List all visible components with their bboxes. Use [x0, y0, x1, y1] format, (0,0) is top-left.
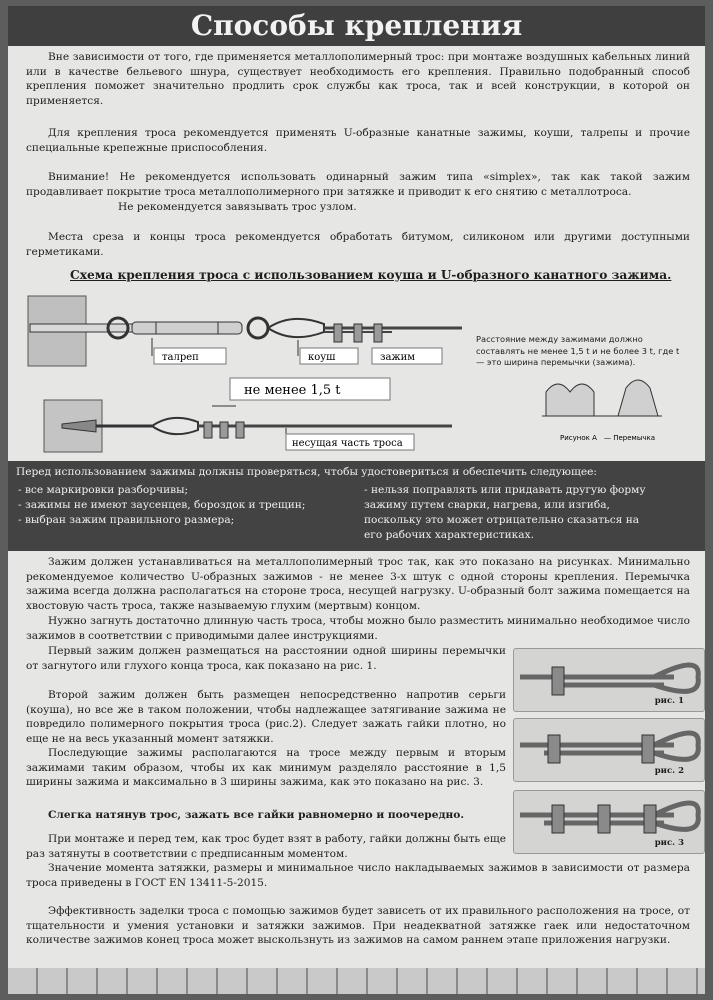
checklist-box	[8, 461, 705, 551]
scheme-title: Схема крепления троса с использованием коуша и U-образного канатного зажима.	[70, 268, 672, 282]
list-item: - нельзя поправлять или придавать другую форму	[364, 484, 646, 496]
checklist-right	[364, 483, 694, 543]
recommend-paragraph: Для крепления троса рекомендуется применять U-образные канатные зажимы, коуши, талрепы и прочие специальные крепежные приспособления.	[26, 127, 690, 154]
figure-a-label: Рисунок А	[560, 434, 597, 442]
figure-2-label: рис. 2	[654, 766, 684, 776]
figure-3	[513, 790, 705, 854]
list-item: его рабочих характеристиках.	[364, 529, 534, 541]
document-sheet	[8, 6, 705, 994]
checklist-heading: Перед использованием зажимы должны проверяться, чтобы удостовериться и обеспечить следующее:	[16, 466, 597, 478]
body-paragraph-6: Слегка натянув трос, зажать все гайки равномерно и поочередно.	[48, 809, 465, 821]
figure-1	[513, 648, 705, 712]
label-zazhim: зажим	[380, 352, 416, 363]
knot-warning: Не рекомендуется завязывать трос узлом.	[118, 201, 357, 213]
figure-2	[513, 718, 705, 782]
checklist-left	[18, 483, 348, 528]
warning-paragraph: Внимание! Не рекомендуется использовать одинарный зажим типа «simplex», так как такой зажим продавливает покрытие троса металлополимерного при затяжке и приводит к его снятию с металлотроса.	[26, 171, 690, 198]
body-paragraph-2: Нужно загнуть достаточно длинную часть троса, чтобы можно было разместить минимально необходимое число зажимов в соответствии с приводимыми далее инструкциями.	[26, 615, 690, 642]
intro-paragraph: Вне зависимости от того, где применяется металлополимерный трос: при монтаже воздушных кабельных линий или в качестве бельевого шнура, существует необходимость его крепления. Правильно подобранный способ крепления поможет значительно продлить срок службы как троса, так и всей конструкции, в которой он применяется.	[26, 51, 690, 107]
label-talrep: талреп	[162, 352, 199, 363]
body-paragraph-9: Эффективность заделки троса с помощью зажимов будет зависеть от их правильного расположения на тросе, от тщательности и умения установки и затяжки зажимов. При неадекватной затяжке гаек или недостаточном количестве зажимов конец троса может выскользнуть из зажимов на самом раннем этапе приложения нагрузки.	[26, 905, 690, 947]
figure-1-label: рис. 1	[654, 696, 684, 706]
figure-a-caption: — Перемычка	[604, 434, 656, 442]
decorative-bottom-strip	[8, 968, 705, 994]
list-item: зажиму путем сварки, нагрева, или изгиба,	[364, 499, 610, 511]
body-paragraph-7: При монтаже и перед тем, как трос будет взят в работу, гайки должны быть еще раз затянуты в соответствии с предписанным моментом.	[26, 833, 506, 860]
label-load-part: несущая часть троса	[292, 438, 403, 449]
label-min-distance: не менее 1,5 t	[244, 383, 341, 398]
list-item: - зажимы не имеют заусенцев, бороздок и трещин;	[18, 499, 306, 511]
body-paragraph-8: Значение момента затяжки, размеры и минимальное число накладываемых зажимов в зависимости от размера троса приведены в ГОСТ EN 13411-5-2015.	[26, 862, 690, 889]
body-paragraph-5: Последующие зажимы располагаются на тросе между первым и вторым зажимами таким образом, чтобы их как минимум разделяло расстояние в 1,5 ширины зажима и максимально в 3 ширины зажима, как это показано на рис. 3.	[26, 747, 506, 789]
label-koush: коуш	[308, 352, 336, 363]
mounting-scheme-diagram	[22, 288, 692, 458]
list-item: - все маркировки разборчивы;	[18, 484, 189, 496]
spacing-note: Расстояние между зажимами должно составлять не менее 1,5 t и не более 3 t, где t — это ширина перемычки (зажима).	[476, 334, 680, 367]
sealing-paragraph: Места среза и концы троса рекомендуется обработать битумом, силиконом или другими доступными герметиками.	[26, 231, 690, 258]
body-paragraph-3: Первый зажим должен размещаться на расстоянии одной ширины перемычки от загнутого или глухого конца троса, как показано на рис. 1.	[26, 645, 506, 672]
page-title: Способы крепления	[8, 6, 705, 46]
list-item: поскольку это может отрицательно сказаться на	[364, 514, 640, 526]
body-paragraph-4: Второй зажим должен быть размещен непосредственно напротив серьги (коуша), но все же в таком положении, чтобы надлежащее затягивание зажима не повредило полимерного покрытия троса (рис.2). Следует зажать гайки плотно, но еще не на весь указанный момент затяжки.	[26, 689, 506, 745]
list-item: - выбран зажим правильного размера;	[18, 514, 235, 526]
figure-3-label: рис. 3	[654, 838, 684, 848]
body-paragraph-1: Зажим должен устанавливаться на металлополимерный трос так, как это показано на рисунках. Минимально рекомендуемое количество U-образных зажимов - не менее 3-х штук с одной стороны крепления. Перемычка зажима всегда должна располагаться на стороне троса, несущей нагрузку. U-образный болт зажима помещается на хвостовую часть троса, также называемую глухим (мертвым) концом.	[26, 556, 690, 612]
